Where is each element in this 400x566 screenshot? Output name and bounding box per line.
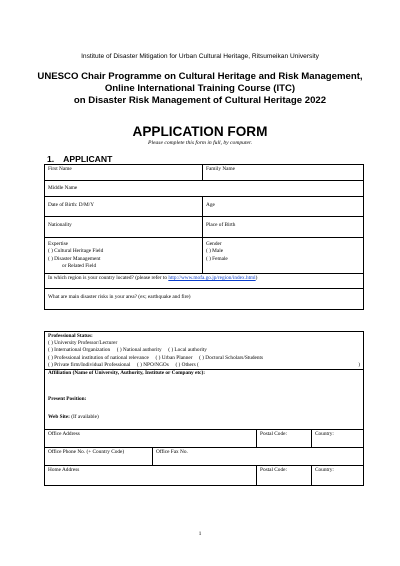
form-instruction: Please complete this form in full, by computer.: [148, 140, 252, 146]
nationality-label: Nationality: [48, 222, 72, 229]
expertise-option-disaster-management[interactable]: ( ) Disaster Management: [48, 255, 101, 262]
expertise-label: Expertise: [48, 241, 69, 248]
form-title: APPLICATION FORM: [132, 124, 268, 139]
home-postal-code-label: Postal Code:: [260, 466, 287, 473]
professional-table: [44, 331, 364, 486]
office-phone-label: Office Phone No. (+ Country Code): [48, 448, 125, 455]
status-option-national[interactable]: ( ) National authority: [116, 347, 162, 354]
family-name-field[interactable]: [203, 165, 364, 181]
place-of-birth-field[interactable]: [203, 217, 364, 238]
expertise-field: [45, 238, 203, 274]
status-option-urban-planner[interactable]: ( ) Urban Planner: [155, 354, 193, 361]
page-number: 1: [198, 531, 202, 537]
status-option-university[interactable]: ( ) University Professor/Lecturer: [48, 340, 118, 347]
family-name-label: Family Name: [206, 166, 235, 172]
region-field[interactable]: [45, 274, 364, 289]
website-label: Web Site:: [48, 414, 70, 421]
professional-status-label: Professional Status:: [48, 333, 93, 339]
office-country-field[interactable]: [312, 429, 364, 447]
home-address-field[interactable]: [45, 465, 257, 485]
gender-field: [203, 238, 364, 274]
home-country-label: Country:: [315, 466, 334, 473]
present-position-input-area[interactable]: [48, 403, 360, 414]
dob-label: Date of Birth: D/M/Y: [48, 202, 95, 209]
home-address-label: Home Address: [48, 466, 80, 473]
present-position-label: Present Position:: [48, 396, 87, 403]
first-name-field[interactable]: [45, 165, 203, 181]
section-number: 1.: [47, 154, 55, 164]
status-option-professional-institution[interactable]: ( ) Professional institution of national relevance: [48, 354, 149, 361]
middle-name-label: Middle Name: [48, 185, 78, 191]
region-link[interactable]: http://www.mofa.go.jp/region/index.html: [168, 275, 256, 282]
nationality-field[interactable]: [45, 217, 203, 238]
expertise-option-disaster-management-cont: or Related Field: [62, 262, 97, 269]
website-note: (If available): [71, 414, 99, 421]
status-option-others[interactable]: ( ) Others (: [175, 361, 199, 368]
office-fax-field[interactable]: [153, 447, 364, 465]
section-title: APPLICANT: [63, 154, 113, 164]
gender-option-female[interactable]: ( ) Female: [206, 255, 228, 262]
region-question-close: ): [255, 275, 258, 282]
home-postal-code-field[interactable]: [257, 465, 312, 485]
programme-title-line2: Online International Training Course (ITC): [104, 83, 296, 94]
office-country-label: Country:: [315, 430, 334, 437]
disaster-risks-question: What are main disaster risks in your area? (ex; earthquake and fire): [48, 294, 191, 301]
disaster-risks-field[interactable]: [45, 289, 364, 310]
office-address-field[interactable]: [45, 429, 257, 447]
status-option-local[interactable]: ( ) Local authority: [168, 347, 207, 354]
section-applicant-heading: [47, 154, 112, 164]
affiliation-input-area[interactable]: [48, 377, 360, 396]
dob-field[interactable]: [45, 197, 203, 217]
affiliation-label: Affiliation (Name of University, Authority, Institute or Company etc):: [45, 369, 363, 377]
professional-block: [45, 332, 364, 430]
office-address-label: Office Address: [48, 430, 80, 437]
gender-label: Gender: [206, 241, 222, 248]
status-option-private-firm[interactable]: ( ) Private firm/Individual Professional: [48, 361, 131, 368]
institute-name: Institute of Disaster Mitigation for Urban Cultural Heritage, Ritsumeikan University: [81, 53, 319, 60]
first-name-label: First Name: [48, 166, 72, 172]
website-input-area[interactable]: [48, 422, 360, 428]
office-phone-field[interactable]: [45, 447, 153, 465]
expertise-option-cultural-heritage[interactable]: ( ) Cultural Heritage Field: [48, 248, 104, 255]
age-field[interactable]: [203, 197, 364, 217]
programme-title-line3: on Disaster Risk Management of Cultural Heritage 2022: [73, 95, 327, 106]
gender-option-male[interactable]: ( ) Male: [206, 248, 224, 255]
home-country-field[interactable]: [312, 465, 364, 485]
applicant-table: [44, 164, 364, 310]
status-option-npo[interactable]: ( ) NPO/NGOs: [137, 361, 169, 368]
office-postal-code-field[interactable]: [257, 429, 312, 447]
region-question: In which region is your country located? (please refer to: [48, 275, 169, 282]
age-label: Age: [206, 202, 215, 209]
programme-title-line1: UNESCO Chair Programme on Cultural Heritage and Risk Management,: [37, 71, 363, 82]
office-fax-label: Office Fax No.: [156, 448, 188, 455]
office-postal-code-label: Postal Code:: [260, 430, 287, 437]
status-option-doctoral[interactable]: ( ) Doctoral Scholars/Students: [199, 354, 264, 361]
status-option-international[interactable]: ( ) International Organization: [48, 347, 111, 354]
status-option-others-close: ): [358, 361, 361, 368]
place-of-birth-label: Place of Birth: [206, 222, 236, 229]
middle-name-field[interactable]: [45, 181, 364, 197]
